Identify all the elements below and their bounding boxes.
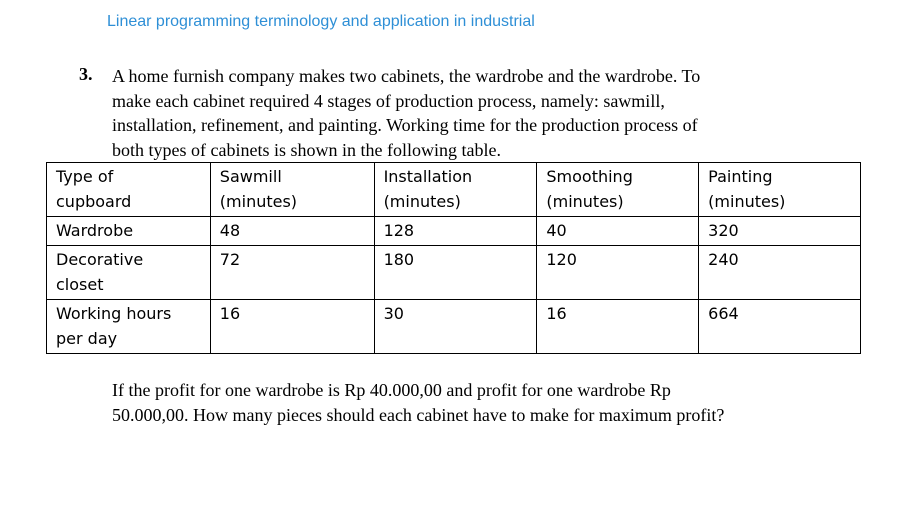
question-line: both types of cabinets is shown in the following table.	[112, 139, 501, 160]
question-line: make each cabinet required 4 stages of production process, namely: sawmill,	[112, 90, 665, 111]
table-header-row	[47, 163, 861, 217]
table-cell: 72	[210, 246, 374, 300]
question-followup	[112, 378, 892, 427]
table-cell: 120	[537, 246, 699, 300]
header-text: Painting	[708, 167, 773, 186]
table-cell: 320	[699, 217, 861, 246]
production-time-table	[46, 162, 861, 354]
header-text: (minutes)	[219, 192, 298, 211]
row-label-text: Working hours	[56, 304, 172, 323]
header-text: Sawmill	[219, 167, 282, 186]
header-cell-smoothing	[537, 163, 699, 217]
row-label-text: closet	[56, 275, 104, 294]
table-cell: 128	[374, 217, 537, 246]
table-cell: 16	[537, 300, 699, 354]
header-text: Smoothing	[546, 167, 633, 186]
row-label-text: Decorative	[56, 250, 144, 269]
table-cell: 30	[374, 300, 537, 354]
header-cell-painting	[699, 163, 861, 217]
header-text: Installation	[383, 167, 473, 186]
row-label-text: per day	[56, 329, 118, 348]
section-title: Linear programming terminology and application in industrial	[107, 13, 535, 30]
table-cell: 16	[210, 300, 374, 354]
followup-line: If the profit for one wardrobe is Rp 40.000,00 and profit for one wardrobe Rp	[112, 380, 671, 400]
table-cell: 240	[699, 246, 861, 300]
table-row	[47, 246, 861, 300]
header-text: Type of	[56, 167, 114, 186]
table-row	[47, 300, 861, 354]
table-cell: 180	[374, 246, 537, 300]
followup-line: 50.000,00. How many pieces should each cabinet have to make for maximum profit?	[112, 404, 725, 425]
header-text: cupboard	[56, 192, 132, 211]
header-text: (minutes)	[708, 192, 786, 211]
row-label	[47, 300, 211, 354]
table-cell: 40	[537, 217, 699, 246]
table-cell: 664	[699, 300, 861, 354]
question-line: A home furnish company makes two cabinets, the wardrobe and the wardrobe. To	[112, 66, 701, 86]
header-cell-sawmill	[210, 163, 374, 217]
row-label: Wardrobe	[47, 217, 211, 246]
header-text: (minutes)	[546, 192, 624, 211]
header-cell-type	[47, 163, 211, 217]
table-row	[47, 217, 861, 246]
row-label	[47, 246, 211, 300]
header-text: (minutes)	[383, 192, 461, 211]
question-number: 3.	[79, 64, 93, 84]
question-line: installation, refinement, and painting. Working time for the production process of	[112, 115, 698, 135]
table-cell: 48	[210, 217, 374, 246]
header-cell-installation	[374, 163, 537, 217]
question-text	[112, 64, 872, 162]
